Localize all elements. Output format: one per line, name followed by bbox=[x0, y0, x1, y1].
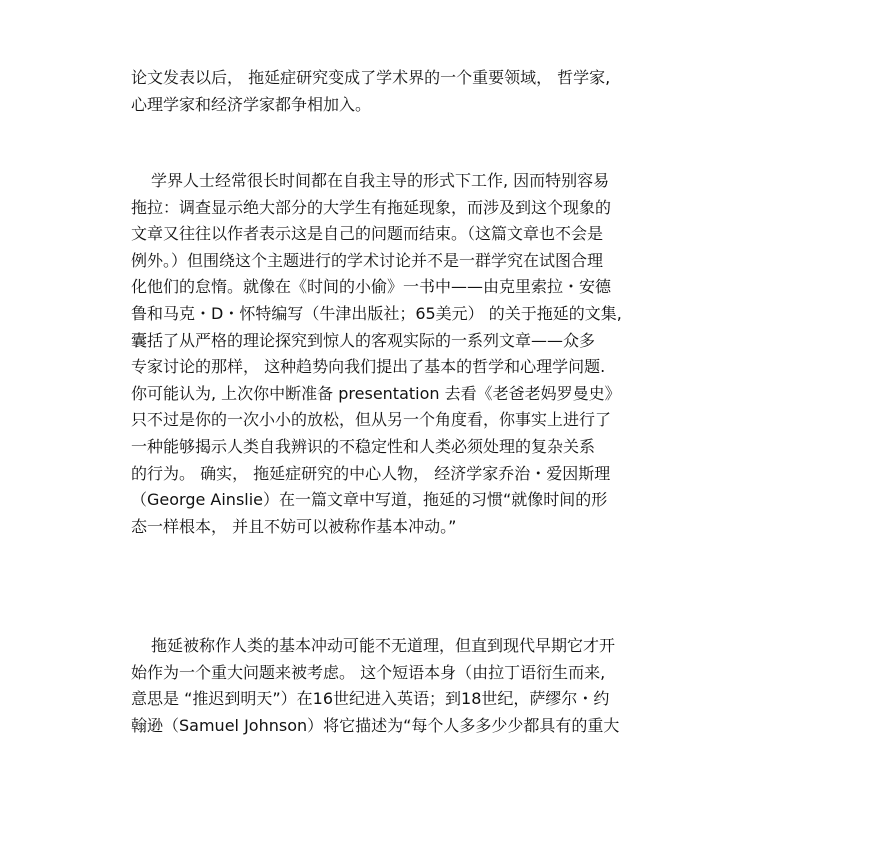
text-line: 你可能认为, 上次你中断准备 presentation 去看《老爸老妈罗曼史》 bbox=[131, 383, 621, 403]
text-line: 一种能够揭示人类自我辨识的不稳定性和人类必须处理的复杂关系 bbox=[131, 436, 596, 456]
text-line: 拖延被称作人类的基本冲动可能不无道理，但直到现代早期它才开 bbox=[151, 636, 616, 655]
paragraph-1 bbox=[131, 65, 741, 118]
text-line: 的行为。 确实， 拖延症研究的中心人物， 经济学家乔治・爱因斯理 bbox=[131, 463, 611, 483]
text-line: 拖拉：调查显示绝大部分的大学生有拖延现象，而涉及到这个现象的 bbox=[131, 197, 612, 217]
text-line: 文章又往往以作者表示这是自己的问题而结束。（这篇文章也不会是 bbox=[131, 224, 604, 244]
text-line: 化他们的怠惰。就像在《时间的小偷》一书中——由克里索拉・安德 bbox=[131, 277, 612, 297]
text-line: 囊括了从严格的理论探究到惊人的客观实际的一系列文章——众多 bbox=[131, 330, 596, 350]
text-line: 鲁和马克・D・怀特编写（牛津出版社；65美元） 的关于拖延的文集, bbox=[131, 303, 622, 323]
paragraph-3 bbox=[131, 633, 741, 739]
text-line: 意思是 “推迟到明天”）在16世纪进入英语；到18世纪，萨缪尔・约 bbox=[131, 689, 610, 709]
text-line: 始作为一个重大问题来被考虑。 这个短语本身（由拉丁语衍生而来, bbox=[131, 662, 606, 682]
text-line: 例外。）但围绕这个主题进行的学术讨论并不是一群学究在试图合理 bbox=[131, 250, 604, 270]
text-line: （George Ainslie）在一篇文章中写道，拖延的习惯“就像时间的形 bbox=[131, 490, 608, 510]
text-line: 态一样根本， 并且不妨可以被称作基本冲动。” bbox=[131, 516, 457, 536]
text-line: 论文发表以后， 拖延症研究变成了学术界的一个重要领域， 哲学家, bbox=[131, 68, 611, 87]
text-line: 心理学家和经济学家都争相加入。 bbox=[131, 94, 372, 114]
text-line: 只不过是你的一次小小的放松，但从另一个角度看，你事实上进行了 bbox=[131, 410, 612, 430]
text-line: 学界人士经常很长时间都在自我主导的形式下工作, 因而特别容易 bbox=[151, 171, 610, 190]
text-line: 翰逊（Samuel Johnson）将它描述为“每个人多多少少都具有的重大 bbox=[131, 715, 620, 735]
paragraph-2 bbox=[131, 168, 741, 540]
text-line: 专家讨论的那样， 这种趋势向我们提出了基本的哲学和心理学问题. bbox=[131, 357, 606, 377]
